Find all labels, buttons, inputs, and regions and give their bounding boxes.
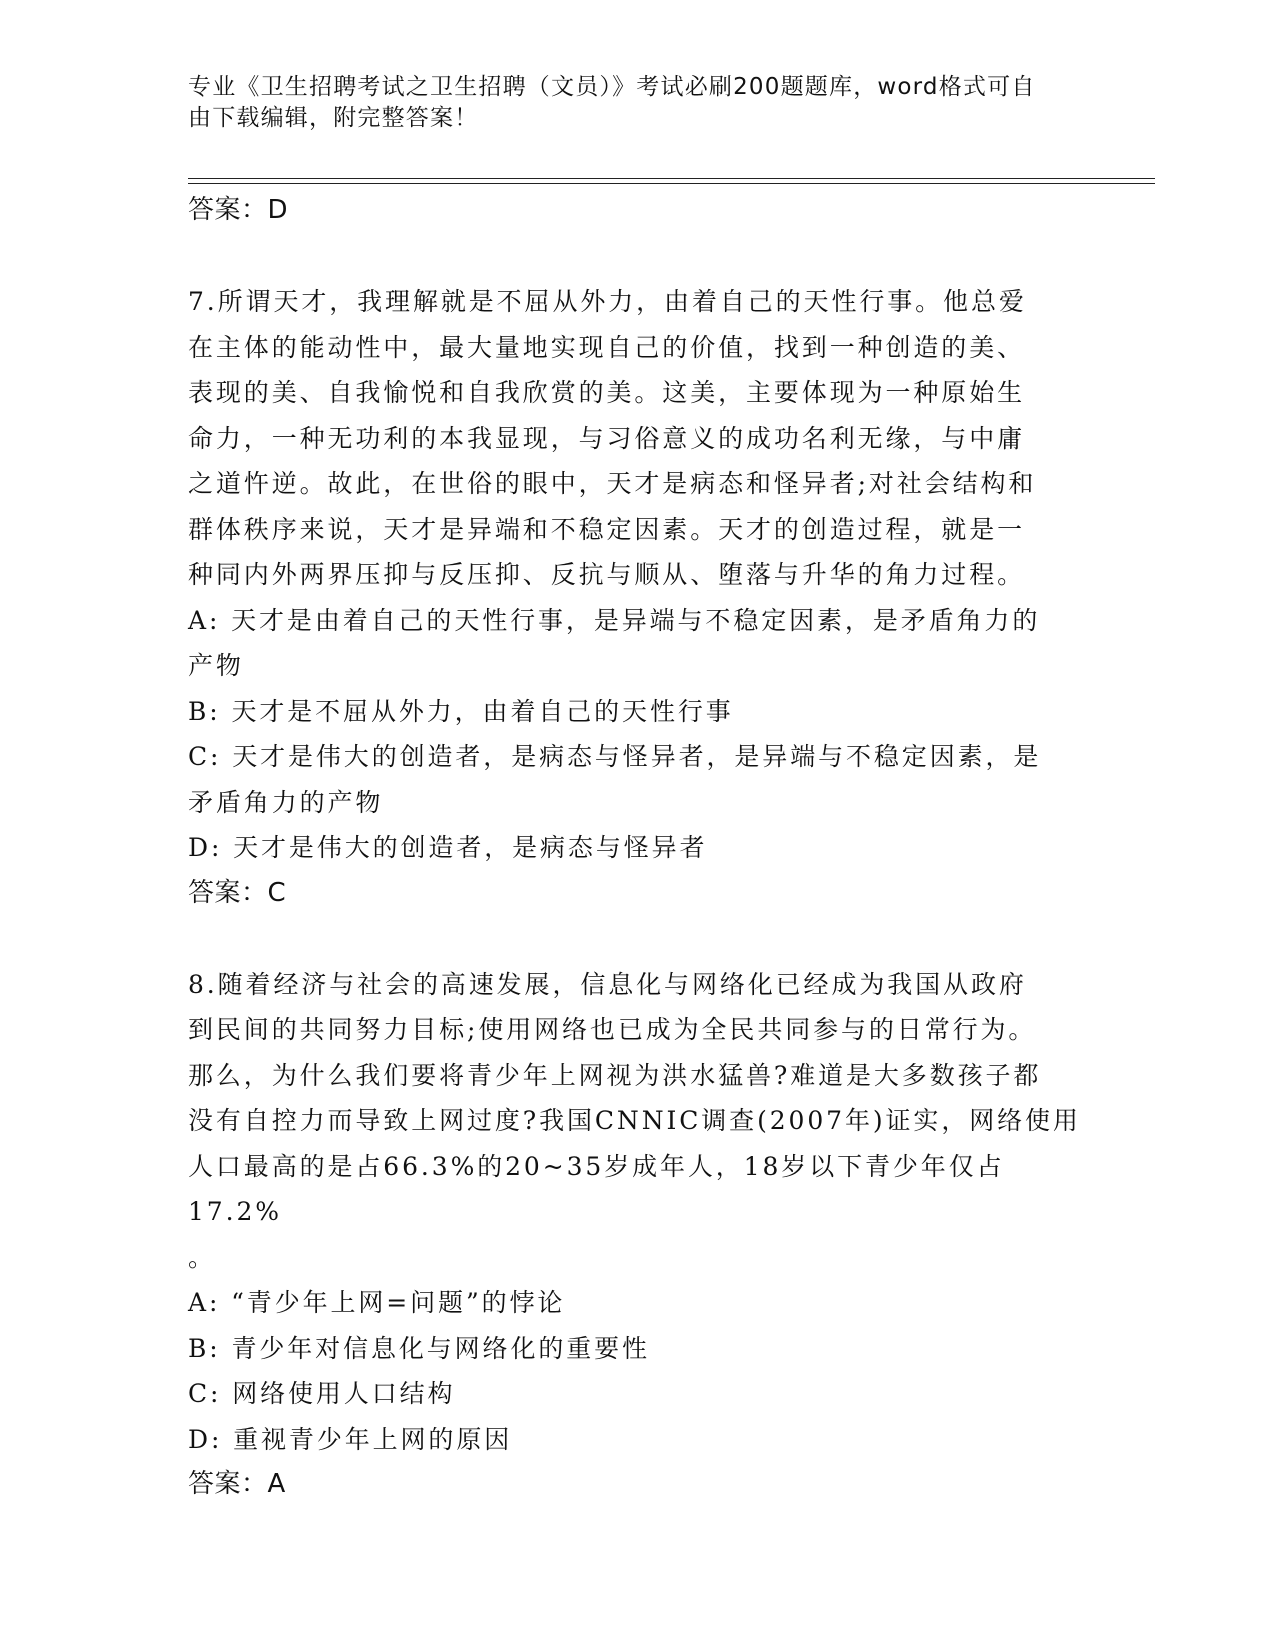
spacer [188, 915, 1088, 962]
header-line-1: 专业《卫生招聘考试之卫生招聘（文员）》考试必刷200题题库，word格式可自 [188, 74, 1036, 100]
spacer [188, 232, 1088, 279]
page-content [188, 188, 1088, 1506]
question-7-stem-line: 之道忤逆。故此，在世俗的眼中，天才是病态和怪异者;对社会结构和 [188, 469, 1037, 498]
previous-answer: 答案：D [188, 195, 289, 225]
question-8-stem-line: 8.随着经济与社会的高速发展，信息化与网络化已经成为我国从政府 [188, 969, 1027, 999]
question-7-option-a: A: 天才是由着自己的天性行事，是异端与不稳定因素，是矛盾角力的 [188, 605, 1041, 635]
question-7-stem-line: 种同内外两界压抑与反压抑、反抗与顺从、堕落与升华的角力过程。 [188, 560, 1026, 589]
question-7-option-a-cont: 产物 [188, 651, 244, 680]
question-7-option-c: C: 天才是伟大的创造者，是病态与怪异者，是异端与不稳定因素，是 [188, 742, 1042, 771]
page-header [188, 72, 1068, 134]
question-7-option-c-cont: 矛盾角力的产物 [188, 787, 384, 817]
header-divider-top [188, 178, 1155, 179]
question-8-stem-line: 那么，为什么我们要将青少年上网视为洪水猛兽?难道是大多数孩子都 [188, 1060, 1042, 1090]
question-8-option-a: A: “青少年上网=问题”的悖论 [188, 1288, 566, 1317]
header-divider-bottom [188, 183, 1155, 184]
question-7-stem-line: 命力，一种无功利的本我显现，与习俗意义的成功名利无缘，与中庸 [188, 423, 1026, 453]
question-7-stem-line: 表现的美、自我愉悦和自我欣赏的美。这美，主要体现为一种原始生 [188, 378, 1026, 407]
question-8-stem-line: 。 [188, 1242, 216, 1272]
question-8-stem-line: 到民间的共同努力目标;使用网络也已成为全民共同参与的日常行为。 [188, 1015, 1037, 1044]
question-8-stem-line: 没有自控力而导致上网过度?我国CNNIC调查(2007年)证实，网络使用 [188, 1106, 1081, 1135]
question-7 [188, 279, 1088, 915]
question-7-option-d: D: 天才是伟大的创造者，是病态与怪异者 [188, 833, 708, 862]
header-line-2: 由下载编辑，附完整答案！ [188, 105, 479, 131]
question-7-option-b: B: 天才是不屈从外力，由着自己的天性行事 [188, 696, 734, 726]
question-7-answer: 答案：C [188, 877, 287, 908]
question-8-option-b: B: 青少年对信息化与网络化的重要性 [188, 1333, 650, 1363]
question-7-stem-line: 群体秩序来说，天才是异端和不稳定因素。天才的创造过程，就是一 [188, 514, 1026, 544]
question-8-answer: 答案：A [188, 1469, 286, 1499]
question-7-stem-line: 在主体的能动性中，最大量地实现自己的价值，找到一种创造的美、 [188, 332, 1026, 362]
question-8 [188, 962, 1088, 1507]
question-8-option-c: C: 网络使用人口结构 [188, 1379, 456, 1408]
question-7-stem-line: 7.所谓天才，我理解就是不屈从外力，由着自己的天性行事。他总爱 [188, 287, 1027, 316]
question-8-stem-line: 人口最高的是占66.3%的20~35岁成年人，18岁以下青少年仅占17.2% [188, 1151, 1005, 1226]
question-8-option-d: D: 重视青少年上网的原因 [188, 1424, 513, 1454]
